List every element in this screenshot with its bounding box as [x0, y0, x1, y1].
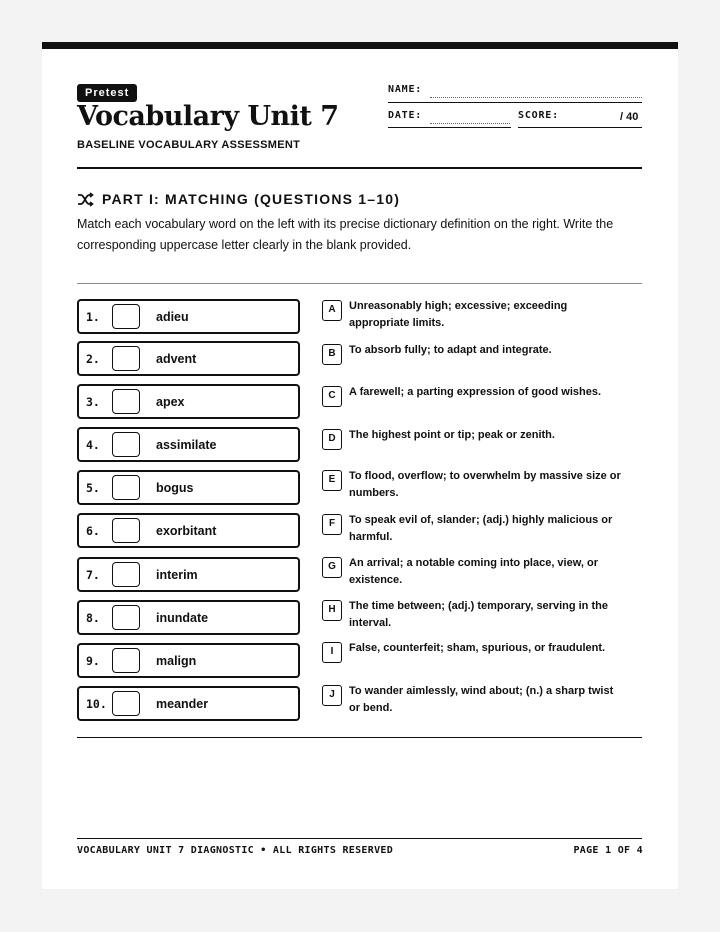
question-number: 10. [86, 696, 107, 711]
list-top-divider [77, 283, 642, 284]
question-number: 4. [86, 437, 100, 452]
definition-text: To absorb fully; to adapt and integrate. [349, 344, 552, 356]
definition-letter: B [322, 344, 342, 365]
definition-letter: G [322, 557, 342, 578]
answer-box[interactable] [112, 389, 140, 414]
vocab-word: advent [156, 351, 197, 366]
answer-box[interactable] [112, 562, 140, 587]
answer-box[interactable] [112, 346, 140, 371]
word-row [77, 557, 300, 592]
score-total: / 40 [620, 111, 639, 123]
section-title [77, 191, 400, 207]
question-number: 7. [86, 567, 100, 582]
page-subtitle: BASELINE VOCABULARY ASSESSMENT [77, 139, 301, 151]
definition-letter: D [322, 429, 342, 450]
footer-divider [77, 838, 642, 839]
word-row [77, 513, 300, 548]
date-field[interactable] [430, 123, 510, 124]
answer-box[interactable] [112, 518, 140, 543]
section-title-text: PART I: MATCHING (QUESTIONS 1–10) [102, 191, 401, 207]
word-row [77, 299, 300, 334]
answer-box[interactable] [112, 304, 140, 329]
vocab-word: inundate [156, 610, 209, 625]
definition-text: The time between; (adj.) temporary, serving in the interval. [349, 600, 608, 629]
answer-box[interactable] [112, 605, 140, 630]
definition-item [322, 384, 622, 407]
score-label: SCORE: [518, 110, 559, 121]
vocab-word: interim [156, 567, 198, 582]
footer-text: VOCABULARY UNIT 7 DIAGNOSTIC • ALL RIGHTS RESERVED [77, 845, 394, 856]
score-field[interactable] [518, 127, 642, 128]
list-bottom-divider [77, 737, 642, 738]
page-number: PAGE 1 OF 4 [573, 845, 643, 856]
definition-text: To flood, overflow; to overwhelm by massive size or numbers. [349, 470, 621, 499]
definition-letter: F [322, 514, 342, 535]
definition-item [322, 298, 622, 332]
pretest-badge: Pretest [77, 84, 137, 102]
vocab-word: assimilate [156, 437, 217, 452]
question-number: 3. [86, 394, 100, 409]
definition-text: The highest point or tip; peak or zenith. [349, 429, 555, 441]
definition-item [322, 555, 622, 589]
definition-text: An arrival; a notable coming into place, view, or existence. [349, 557, 598, 586]
instructions: Match each vocabulary word on the left with its precise dictionary definition on the right. Write the corresponding uppercase letter clearly in the blank provided. [77, 217, 614, 252]
definition-text: To wander aimlessly, wind about; (n.) a sharp twist or bend. [349, 685, 614, 714]
name-label: NAME: [388, 84, 423, 95]
answer-box[interactable] [112, 475, 140, 500]
vocab-word: apex [156, 394, 185, 409]
definition-text: False, counterfeit; sham, spurious, or fraudulent. [349, 642, 606, 654]
answer-box[interactable] [112, 648, 140, 673]
question-number: 5. [86, 480, 100, 495]
definition-item [322, 640, 622, 663]
vocab-word: bogus [156, 480, 194, 495]
definition-text: To speak evil of, slander; (adj.) highly malicious or harmful. [349, 514, 613, 543]
definition-text: A farewell; a parting expression of good wishes. [349, 386, 602, 398]
vocab-word: adieu [156, 309, 189, 324]
word-row [77, 427, 300, 462]
definition-letter: H [322, 600, 342, 621]
answer-box[interactable] [112, 432, 140, 457]
vocab-word: malign [156, 653, 197, 668]
name-field[interactable] [430, 97, 642, 98]
page-title: Vocabulary Unit 7 [77, 101, 339, 132]
definition-item [322, 342, 622, 365]
question-number: 1. [86, 309, 100, 324]
definition-text: Unreasonably high; excessive; exceeding appropriate limits. [349, 300, 568, 329]
question-number: 6. [86, 523, 100, 538]
word-row [77, 341, 300, 376]
definition-item [322, 427, 622, 450]
definition-item [322, 598, 622, 632]
date-rule [388, 127, 511, 128]
word-row [77, 643, 300, 678]
definition-item [322, 468, 622, 502]
worksheet-page [42, 42, 678, 889]
answer-box[interactable] [112, 691, 140, 716]
shuffle-icon [77, 192, 94, 207]
vocab-word: exorbitant [156, 523, 217, 538]
definition-letter: J [322, 685, 342, 706]
definition-letter: E [322, 470, 342, 491]
word-row [77, 600, 300, 635]
definition-letter: C [322, 386, 342, 407]
name-rule [388, 102, 642, 103]
word-row [77, 384, 300, 419]
word-row [77, 686, 300, 721]
question-number: 8. [86, 610, 100, 625]
definition-letter: I [322, 642, 342, 663]
header-divider [77, 167, 642, 169]
definition-item [322, 683, 622, 717]
question-number: 9. [86, 653, 100, 668]
question-number: 2. [86, 351, 100, 366]
definition-letter: A [322, 300, 342, 321]
definition-item [322, 512, 622, 546]
date-label: DATE: [388, 110, 423, 121]
word-row [77, 470, 300, 505]
vocab-word: meander [156, 696, 209, 711]
